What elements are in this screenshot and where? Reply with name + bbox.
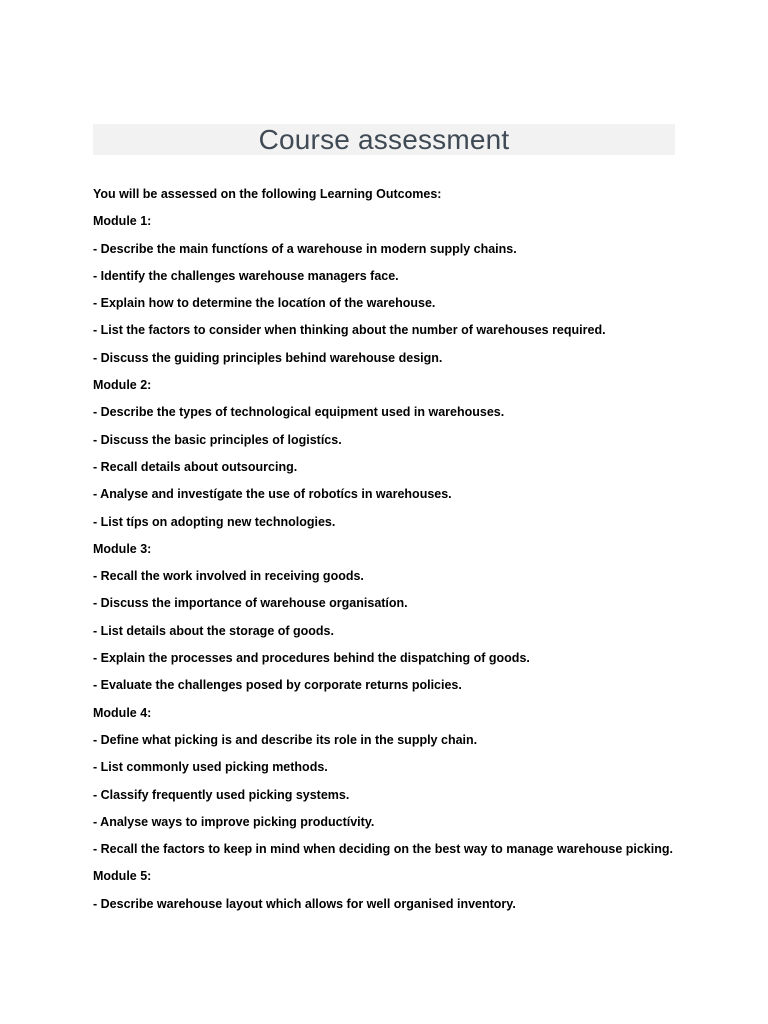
outcome-item: - List commonly used picking methods. xyxy=(93,760,328,775)
outcome-item: - Recall the work involved in receiving goods. xyxy=(93,569,364,584)
outcome-item: - Discuss the basic principles of logistícs. xyxy=(93,432,342,447)
outcome-item: - Evaluate the challenges posed by corporate returns policies. xyxy=(93,678,462,693)
module-heading: Module 3: xyxy=(93,541,152,556)
outcome-item: - List the factors to consider when thinking about the number of warehouses required. xyxy=(93,323,606,338)
outcome-item: - Discuss the importance of warehouse organisatíon. xyxy=(93,596,408,611)
title-banner xyxy=(93,124,675,155)
outcome-item: - List details about the storage of goods. xyxy=(93,623,334,638)
outcome-item: - Discuss the guiding principles behind warehouse design. xyxy=(93,350,443,365)
page-title: Course assessment xyxy=(258,124,510,155)
outcome-item: - Classify frequently used picking systems. xyxy=(93,787,350,802)
outcome-item: - Describe warehouse layout which allows for well organised inventory. xyxy=(93,896,516,911)
outcome-item: - Define what picking is and describe its role in the supply chain. xyxy=(93,732,478,747)
outcome-item: - Analyse and investígate the use of robotícs in warehouses. xyxy=(93,487,452,502)
outcome-item: - Describe the main functíons of a warehouse in modern supply chains. xyxy=(93,241,517,256)
outcome-item: - Analyse ways to improve picking productívity. xyxy=(93,814,375,829)
outcome-item: - Describe the types of technological equipment used in warehouses. xyxy=(93,405,505,420)
module-heading: Module 2: xyxy=(93,378,152,393)
learning-outcomes-content xyxy=(93,181,693,918)
module-heading: Module 5: xyxy=(93,869,152,884)
outcome-item: - Recall the factors to keep in mind when deciding on the best way to manage warehouse picking. xyxy=(93,842,673,857)
intro-text: You will be assessed on the following Learning Outcomes: xyxy=(93,187,442,201)
outcome-item: - Explain how to determine the locatíon of the warehouse. xyxy=(93,296,436,311)
module-heading: Module 1: xyxy=(93,214,152,229)
outcome-item: - Recall details about outsourcing. xyxy=(93,459,298,474)
outcome-item: - List típs on adopting new technologies. xyxy=(93,514,336,529)
outcome-item: - Identify the challenges warehouse managers face. xyxy=(93,268,399,283)
module-heading: Module 4: xyxy=(93,705,152,720)
outcome-item: - Explain the processes and procedures behind the dispatching of goods. xyxy=(93,651,530,666)
